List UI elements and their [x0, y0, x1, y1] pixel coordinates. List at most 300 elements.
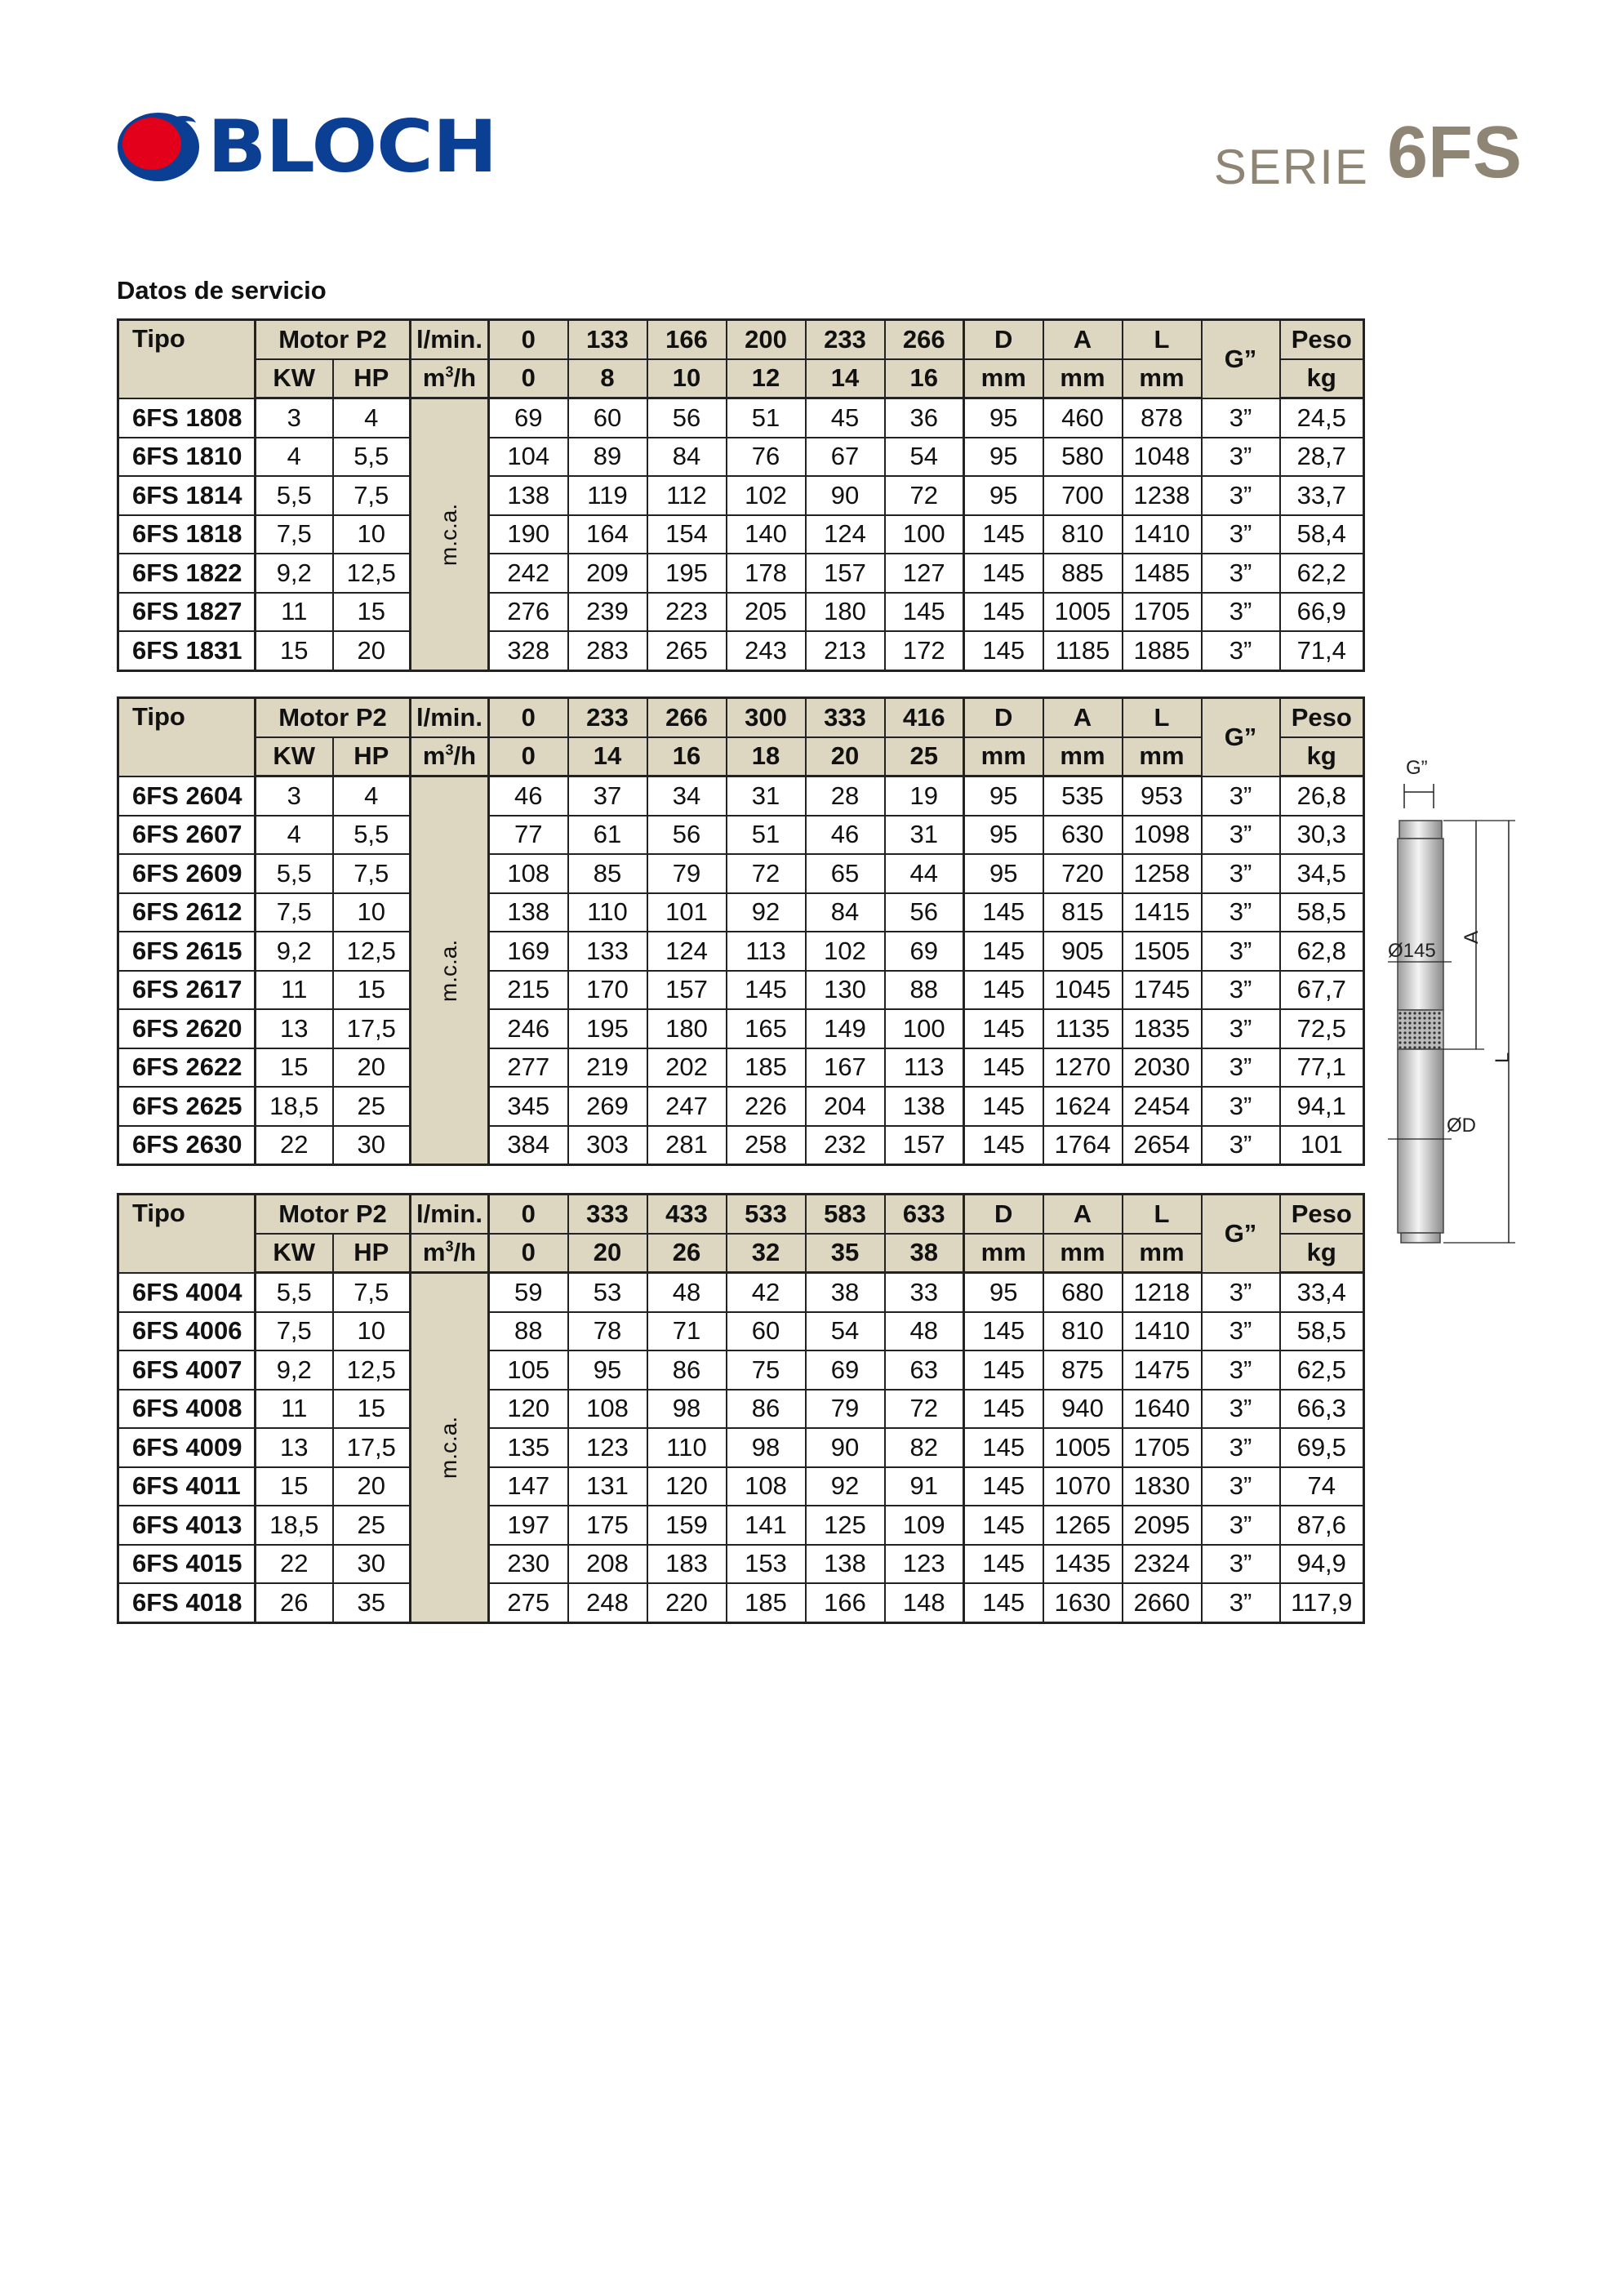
- cell-a: 720: [1043, 854, 1123, 893]
- cell-head: 31: [885, 816, 964, 855]
- flow-m3h-0: 0: [489, 1234, 568, 1273]
- cell-head: 281: [647, 1126, 727, 1165]
- spec-table-40: [117, 1193, 1365, 1624]
- cell-head: 84: [647, 438, 727, 477]
- cell-d: 145: [964, 1390, 1043, 1429]
- cell-peso: 87,6: [1280, 1506, 1364, 1545]
- cell-head: 145: [885, 593, 964, 632]
- cell-peso: 94,1: [1280, 1087, 1364, 1126]
- cell-hp: 30: [333, 1126, 411, 1165]
- cell-d: 145: [964, 1467, 1043, 1506]
- flow-lmin-2: 433: [647, 1195, 727, 1234]
- cell-head: 54: [885, 438, 964, 477]
- cell-d: 145: [964, 932, 1043, 971]
- cell-peso: 77,1: [1280, 1048, 1364, 1088]
- cell-head: 239: [568, 593, 647, 632]
- cell-peso: 26,8: [1280, 776, 1364, 816]
- table-row: [118, 1350, 1364, 1390]
- cell-head: 243: [727, 631, 806, 670]
- table-row: [118, 631, 1364, 670]
- cell-hp: 35: [333, 1583, 411, 1622]
- cell-kw: 26: [256, 1583, 333, 1622]
- cell-head: 223: [647, 593, 727, 632]
- cell-head: 167: [806, 1048, 885, 1088]
- cell-peso: 94,9: [1280, 1545, 1364, 1584]
- flow-lmin-3: 300: [727, 698, 806, 737]
- col-a: A: [1043, 320, 1123, 359]
- col-hp: HP: [333, 359, 411, 398]
- cell-head: 53: [568, 1273, 647, 1312]
- cell-head: 148: [885, 1583, 964, 1622]
- cell-head: 232: [806, 1126, 885, 1165]
- col-kw: KW: [256, 737, 333, 776]
- cell-kw: 4: [256, 438, 333, 477]
- cell-hp: 4: [333, 776, 411, 816]
- cell-head: 135: [489, 1428, 568, 1467]
- cell-a: 810: [1043, 515, 1123, 554]
- col-m3h: [411, 737, 489, 776]
- cell-head: 77: [489, 816, 568, 855]
- cell-head: 69: [489, 398, 568, 438]
- series-title: [1213, 111, 1522, 194]
- flow-lmin-0: 0: [489, 1195, 568, 1234]
- cell-hp: 15: [333, 971, 411, 1010]
- cell-head: 140: [727, 515, 806, 554]
- cell-peso: 33,7: [1280, 476, 1364, 515]
- cell-hp: 5,5: [333, 438, 411, 477]
- cell-hp: 17,5: [333, 1428, 411, 1467]
- cell-head: 157: [647, 971, 727, 1010]
- cell-l: 1048: [1123, 438, 1202, 477]
- cell-l: 2454: [1123, 1087, 1202, 1126]
- cell-kw: 7,5: [256, 515, 333, 554]
- cell-g: 3”: [1202, 631, 1280, 670]
- table-row: [118, 971, 1364, 1010]
- cell-l: 1505: [1123, 932, 1202, 971]
- cell-l: 2654: [1123, 1126, 1202, 1165]
- flow-lmin-3: 200: [727, 320, 806, 359]
- cell-tipo: 6FS 2617: [118, 971, 256, 1010]
- cell-d: 145: [964, 1009, 1043, 1048]
- cell-a: 1624: [1043, 1087, 1123, 1126]
- mca-unit-label: [411, 776, 489, 1165]
- cell-a: 1630: [1043, 1583, 1123, 1622]
- cell-d: 95: [964, 476, 1043, 515]
- flow-lmin-5: 416: [885, 698, 964, 737]
- cell-l: 953: [1123, 776, 1202, 816]
- table-row: [118, 476, 1364, 515]
- flow-lmin-2: 166: [647, 320, 727, 359]
- unit-peso-kg: kg: [1280, 737, 1364, 776]
- col-motor: Motor P2: [256, 698, 411, 737]
- cell-head: 112: [647, 476, 727, 515]
- section-title: Datos de servicio: [117, 276, 327, 305]
- table-row: [118, 1583, 1364, 1622]
- cell-head: 183: [647, 1545, 727, 1584]
- cell-head: 42: [727, 1273, 806, 1312]
- cell-head: 95: [568, 1350, 647, 1390]
- cell-tipo: 6FS 1822: [118, 554, 256, 593]
- cell-head: 90: [806, 476, 885, 515]
- diameter-145-label: Ø145: [1388, 940, 1436, 962]
- cell-a: 815: [1043, 893, 1123, 932]
- cell-head: 92: [727, 893, 806, 932]
- unit-peso-kg: kg: [1280, 1234, 1364, 1273]
- cell-g: 3”: [1202, 515, 1280, 554]
- cell-head: 127: [885, 554, 964, 593]
- cell-g: 3”: [1202, 398, 1280, 438]
- cell-peso: 62,5: [1280, 1350, 1364, 1390]
- cell-head: 79: [647, 854, 727, 893]
- cell-peso: 58,5: [1280, 893, 1364, 932]
- cell-tipo: 6FS 2607: [118, 816, 256, 855]
- cell-head: 48: [647, 1273, 727, 1312]
- table-row: [118, 1467, 1364, 1506]
- cell-peso: 74: [1280, 1467, 1364, 1506]
- cell-head: 149: [806, 1009, 885, 1048]
- cell-head: 46: [806, 816, 885, 855]
- cell-head: 86: [727, 1390, 806, 1429]
- pump-dimension-drawing: [1388, 751, 1551, 1257]
- cell-head: 98: [727, 1428, 806, 1467]
- cell-head: 220: [647, 1583, 727, 1622]
- cell-a: 700: [1043, 476, 1123, 515]
- flow-m3h-5: 38: [885, 1234, 964, 1273]
- cell-peso: 62,8: [1280, 932, 1364, 971]
- cell-kw: 11: [256, 971, 333, 1010]
- cell-head: 59: [489, 1273, 568, 1312]
- flow-lmin-4: 233: [806, 320, 885, 359]
- cell-peso: 58,4: [1280, 515, 1364, 554]
- cell-peso: 101: [1280, 1126, 1364, 1165]
- cell-head: 124: [647, 932, 727, 971]
- unit-a-mm: mm: [1043, 737, 1123, 776]
- cell-head: 123: [885, 1545, 964, 1584]
- cell-head: 108: [568, 1390, 647, 1429]
- cell-head: 119: [568, 476, 647, 515]
- flow-m3h-4: 35: [806, 1234, 885, 1273]
- flow-lmin-3: 533: [727, 1195, 806, 1234]
- cell-tipo: 6FS 2622: [118, 1048, 256, 1088]
- cell-d: 95: [964, 776, 1043, 816]
- cell-peso: 34,5: [1280, 854, 1364, 893]
- cell-head: 205: [727, 593, 806, 632]
- cell-g: 3”: [1202, 1273, 1280, 1312]
- mca-unit-label: [411, 398, 489, 671]
- cell-kw: 5,5: [256, 476, 333, 515]
- cell-head: 169: [489, 932, 568, 971]
- table-row: [118, 593, 1364, 632]
- col-lmin: l/min.: [411, 698, 489, 737]
- cell-hp: 10: [333, 893, 411, 932]
- cell-head: 120: [647, 1467, 727, 1506]
- cell-head: 48: [885, 1312, 964, 1351]
- series-code: 6FS: [1386, 112, 1522, 194]
- cell-kw: 15: [256, 631, 333, 670]
- cell-head: 145: [727, 971, 806, 1010]
- cell-peso: 66,9: [1280, 593, 1364, 632]
- table-row: [118, 1009, 1364, 1048]
- cell-head: 197: [489, 1506, 568, 1545]
- cell-head: 63: [885, 1350, 964, 1390]
- cell-kw: 7,5: [256, 893, 333, 932]
- cell-head: 102: [727, 476, 806, 515]
- col-kw: KW: [256, 1234, 333, 1273]
- cell-a: 1270: [1043, 1048, 1123, 1088]
- col-a: A: [1043, 1195, 1123, 1234]
- cell-head: 51: [727, 398, 806, 438]
- cell-head: 110: [568, 893, 647, 932]
- cell-head: 84: [806, 893, 885, 932]
- cell-g: 3”: [1202, 1506, 1280, 1545]
- cell-tipo: 6FS 4004: [118, 1273, 256, 1312]
- table-row: [118, 438, 1364, 477]
- cell-a: 810: [1043, 1312, 1123, 1351]
- cell-head: 164: [568, 515, 647, 554]
- cell-tipo: 6FS 2612: [118, 893, 256, 932]
- unit-l-mm: mm: [1123, 359, 1202, 398]
- cell-d: 145: [964, 1312, 1043, 1351]
- cell-g: 3”: [1202, 816, 1280, 855]
- cell-a: 1764: [1043, 1126, 1123, 1165]
- unit-l-mm: mm: [1123, 737, 1202, 776]
- m3h-superscript: 3: [445, 363, 454, 380]
- cell-head: 78: [568, 1312, 647, 1351]
- cell-head: 67: [806, 438, 885, 477]
- cell-head: 185: [727, 1583, 806, 1622]
- flow-lmin-5: 266: [885, 320, 964, 359]
- cell-l: 1098: [1123, 816, 1202, 855]
- cell-kw: 18,5: [256, 1506, 333, 1545]
- table-subheader-row: [118, 359, 1364, 398]
- cell-d: 95: [964, 438, 1043, 477]
- flow-lmin-1: 233: [568, 698, 647, 737]
- cell-d: 145: [964, 1583, 1043, 1622]
- cell-head: 69: [885, 932, 964, 971]
- m3h-suffix: /h: [453, 741, 477, 771]
- cell-tipo: 6FS 4006: [118, 1312, 256, 1351]
- cell-l: 1705: [1123, 1428, 1202, 1467]
- cell-head: 195: [647, 554, 727, 593]
- flow-lmin-2: 266: [647, 698, 727, 737]
- col-g: G”: [1202, 320, 1280, 398]
- cell-d: 145: [964, 1087, 1043, 1126]
- cell-kw: 9,2: [256, 932, 333, 971]
- cell-head: 75: [727, 1350, 806, 1390]
- cell-a: 1005: [1043, 593, 1123, 632]
- cell-d: 145: [964, 515, 1043, 554]
- cell-a: 905: [1043, 932, 1123, 971]
- cell-head: 101: [647, 893, 727, 932]
- cell-l: 1835: [1123, 1009, 1202, 1048]
- cell-a: 940: [1043, 1390, 1123, 1429]
- col-peso: Peso: [1280, 320, 1364, 359]
- cell-hp: 12,5: [333, 1350, 411, 1390]
- cell-g: 3”: [1202, 1390, 1280, 1429]
- cell-peso: 71,4: [1280, 631, 1364, 670]
- cell-kw: 22: [256, 1126, 333, 1165]
- cell-g: 3”: [1202, 554, 1280, 593]
- cell-head: 72: [727, 854, 806, 893]
- cell-kw: 15: [256, 1048, 333, 1088]
- cell-hp: 12,5: [333, 932, 411, 971]
- flow-lmin-0: 0: [489, 320, 568, 359]
- cell-kw: 3: [256, 398, 333, 438]
- cell-kw: 5,5: [256, 1273, 333, 1312]
- cell-head: 185: [727, 1048, 806, 1088]
- table-subheader-row: [118, 737, 1364, 776]
- cell-peso: 72,5: [1280, 1009, 1364, 1048]
- cell-kw: 5,5: [256, 854, 333, 893]
- cell-g: 3”: [1202, 932, 1280, 971]
- cell-tipo: 6FS 2609: [118, 854, 256, 893]
- flow-m3h-1: 20: [568, 1234, 647, 1273]
- cell-peso: 58,5: [1280, 1312, 1364, 1351]
- cell-d: 145: [964, 1350, 1043, 1390]
- cell-head: 246: [489, 1009, 568, 1048]
- cell-head: 76: [727, 438, 806, 477]
- col-d: D: [964, 698, 1043, 737]
- spec-table-18: [117, 318, 1365, 672]
- cell-head: 131: [568, 1467, 647, 1506]
- flow-lmin-0: 0: [489, 698, 568, 737]
- cell-head: 71: [647, 1312, 727, 1351]
- cell-kw: 13: [256, 1428, 333, 1467]
- col-m3h: [411, 359, 489, 398]
- cell-tipo: 6FS 4009: [118, 1428, 256, 1467]
- table-row: [118, 816, 1364, 855]
- cell-head: 31: [727, 776, 806, 816]
- cell-head: 54: [806, 1312, 885, 1351]
- cell-head: 72: [885, 1390, 964, 1429]
- cell-head: 154: [647, 515, 727, 554]
- cell-head: 38: [806, 1273, 885, 1312]
- cell-g: 3”: [1202, 1428, 1280, 1467]
- cell-kw: 15: [256, 1467, 333, 1506]
- cell-hp: 15: [333, 1390, 411, 1429]
- table-row: [118, 515, 1364, 554]
- flow-m3h-5: 25: [885, 737, 964, 776]
- cell-a: 630: [1043, 816, 1123, 855]
- table-row: [118, 1506, 1364, 1545]
- brand-name: BLOCH: [207, 105, 497, 189]
- cell-tipo: 6FS 4011: [118, 1467, 256, 1506]
- cell-head: 178: [727, 554, 806, 593]
- cell-head: 56: [885, 893, 964, 932]
- cell-head: 108: [727, 1467, 806, 1506]
- cell-head: 147: [489, 1467, 568, 1506]
- cell-hp: 20: [333, 1048, 411, 1088]
- cell-head: 204: [806, 1087, 885, 1126]
- cell-head: 303: [568, 1126, 647, 1165]
- cell-a: 580: [1043, 438, 1123, 477]
- cell-kw: 13: [256, 1009, 333, 1048]
- cell-head: 277: [489, 1048, 568, 1088]
- cell-tipo: 6FS 1818: [118, 515, 256, 554]
- cell-l: 1410: [1123, 1312, 1202, 1351]
- cell-tipo: 6FS 2604: [118, 776, 256, 816]
- flow-m3h-2: 16: [647, 737, 727, 776]
- cell-head: 88: [489, 1312, 568, 1351]
- cell-a: 460: [1043, 398, 1123, 438]
- cell-head: 91: [885, 1467, 964, 1506]
- cell-head: 85: [568, 854, 647, 893]
- flow-lmin-1: 133: [568, 320, 647, 359]
- col-a: A: [1043, 698, 1123, 737]
- cell-g: 3”: [1202, 438, 1280, 477]
- cell-l: 2324: [1123, 1545, 1202, 1584]
- col-l: L: [1123, 1195, 1202, 1234]
- table-row: [118, 1390, 1364, 1429]
- series-word: SERIE: [1213, 140, 1369, 194]
- cell-head: 82: [885, 1428, 964, 1467]
- flow-lmin-4: 333: [806, 698, 885, 737]
- cell-head: 86: [647, 1350, 727, 1390]
- cell-hp: 25: [333, 1087, 411, 1126]
- cell-hp: 7,5: [333, 476, 411, 515]
- cell-hp: 20: [333, 1467, 411, 1506]
- cell-peso: 28,7: [1280, 438, 1364, 477]
- cell-kw: 9,2: [256, 554, 333, 593]
- cell-head: 33: [885, 1273, 964, 1312]
- cell-head: 34: [647, 776, 727, 816]
- cell-tipo: 6FS 4015: [118, 1545, 256, 1584]
- table-header-row: [118, 320, 1364, 359]
- cell-kw: 3: [256, 776, 333, 816]
- unit-l-mm: mm: [1123, 1234, 1202, 1273]
- table-row: [118, 1087, 1364, 1126]
- cell-kw: 4: [256, 816, 333, 855]
- cell-tipo: 6FS 1831: [118, 631, 256, 670]
- cell-d: 145: [964, 971, 1043, 1010]
- col-peso: Peso: [1280, 698, 1364, 737]
- col-l: L: [1123, 698, 1202, 737]
- cell-d: 145: [964, 1428, 1043, 1467]
- cell-head: 90: [806, 1428, 885, 1467]
- cell-hp: 15: [333, 593, 411, 632]
- col-l: L: [1123, 320, 1202, 359]
- cell-d: 145: [964, 1506, 1043, 1545]
- cell-d: 145: [964, 893, 1043, 932]
- cell-head: 36: [885, 398, 964, 438]
- m3h-superscript: 3: [445, 741, 454, 759]
- unit-d-mm: mm: [964, 737, 1043, 776]
- cell-tipo: 6FS 1808: [118, 398, 256, 438]
- col-lmin: l/min.: [411, 320, 489, 359]
- cell-head: 180: [647, 1009, 727, 1048]
- cell-peso: 117,9: [1280, 1583, 1364, 1622]
- cell-head: 328: [489, 631, 568, 670]
- cell-kw: 11: [256, 1390, 333, 1429]
- spec-table-26: [117, 696, 1365, 1166]
- cell-g: 3”: [1202, 593, 1280, 632]
- col-hp: HP: [333, 737, 411, 776]
- cell-hp: 5,5: [333, 816, 411, 855]
- cell-a: 1265: [1043, 1506, 1123, 1545]
- table-row: [118, 1126, 1364, 1165]
- cell-head: 157: [885, 1126, 964, 1165]
- cell-head: 123: [568, 1428, 647, 1467]
- table-row: [118, 893, 1364, 932]
- cell-head: 72: [885, 476, 964, 515]
- cell-head: 89: [568, 438, 647, 477]
- col-tipo: Tipo: [118, 698, 256, 776]
- diameter-d-label: ØD: [1447, 1115, 1476, 1137]
- cell-head: 170: [568, 971, 647, 1010]
- cell-head: 213: [806, 631, 885, 670]
- cell-d: 95: [964, 854, 1043, 893]
- cell-head: 61: [568, 816, 647, 855]
